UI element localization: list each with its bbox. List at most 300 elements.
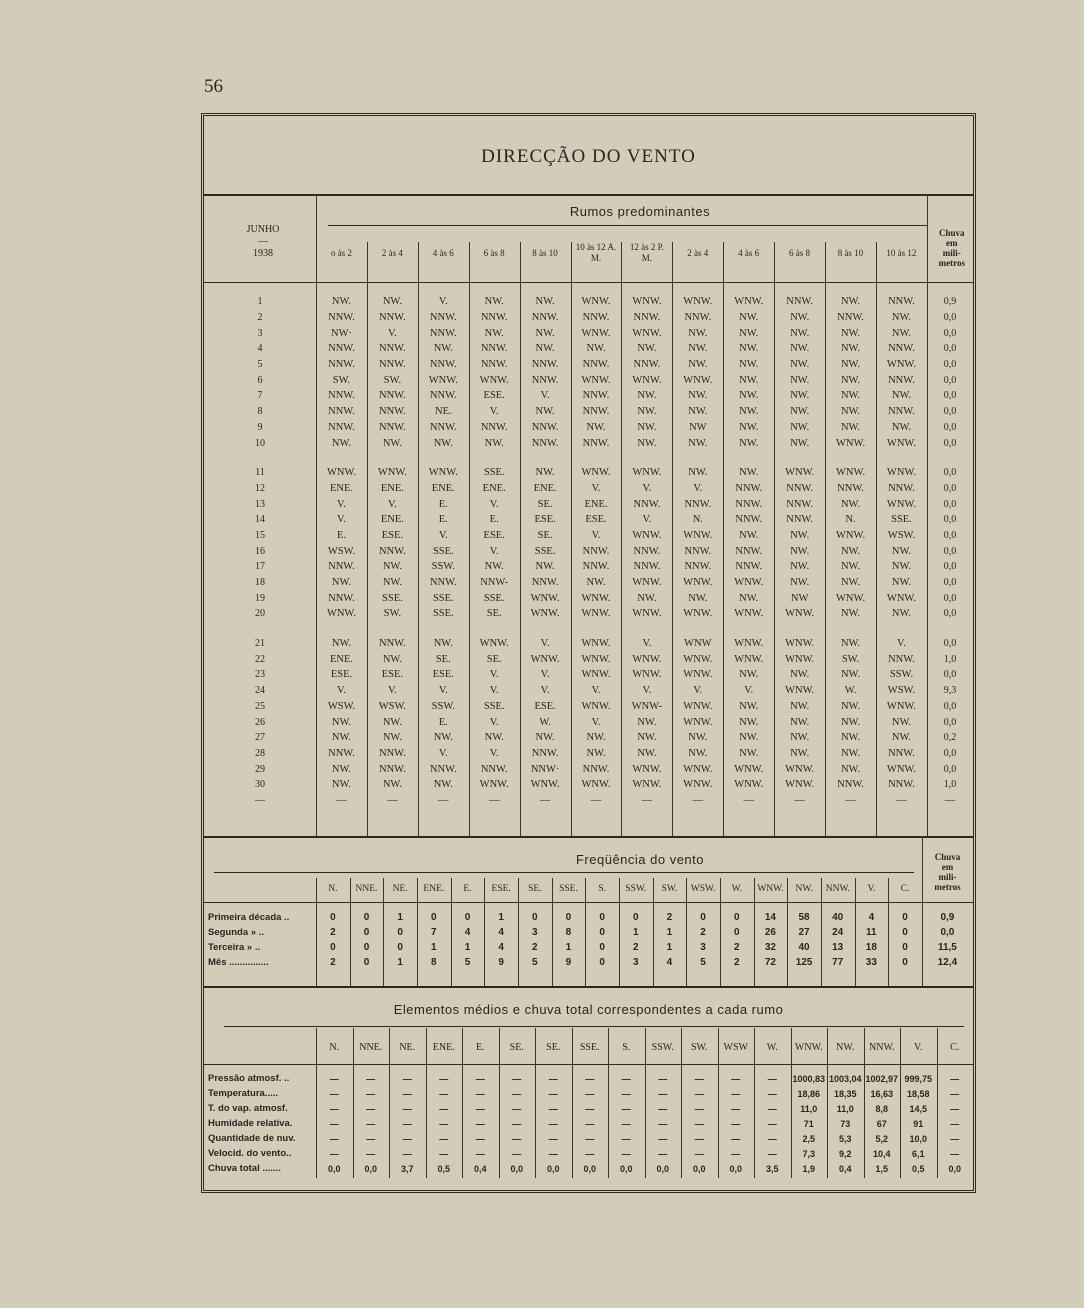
- elem-value: —: [585, 1118, 595, 1129]
- wind-direction: NNW.: [633, 359, 661, 371]
- wind-direction: WNW.: [785, 467, 815, 479]
- wind-direction: NNW.: [328, 747, 355, 759]
- rain-value: 0,0: [943, 406, 957, 418]
- wind-direction: V.: [438, 296, 448, 308]
- divider: [204, 282, 973, 283]
- freq-value: 0: [363, 927, 370, 938]
- wind-direction: NNW.: [735, 561, 763, 573]
- column-rule: [723, 242, 724, 836]
- row-label: Velocid. do vento..: [208, 1148, 292, 1159]
- elem-value: 73: [840, 1118, 851, 1129]
- elem-value: —: [366, 1118, 376, 1129]
- elem-value: 0,0: [656, 1163, 669, 1174]
- elem-value: —: [585, 1148, 595, 1159]
- freq-header: V.: [867, 884, 876, 894]
- rain-header-line: mili-: [942, 248, 961, 258]
- wind-direction: WNW.: [836, 529, 866, 541]
- elem-header: SW.: [690, 1042, 708, 1053]
- wind-direction: NW.: [739, 467, 759, 479]
- elem-value: —: [731, 1103, 741, 1114]
- wind-direction: NNW.: [531, 312, 559, 324]
- wind-direction: WNW.: [632, 296, 662, 308]
- elem-value: 11,0: [836, 1103, 854, 1114]
- wind-direction: NW.: [739, 421, 759, 433]
- wind-direction: NW.: [840, 608, 861, 620]
- wind-direction: NNW.: [328, 561, 355, 573]
- freq-header: SW.: [661, 884, 678, 894]
- freq-value: 0: [363, 942, 370, 953]
- rain-value: 0,0: [943, 374, 957, 386]
- freq-value: 0: [599, 942, 605, 953]
- table-row: [204, 325, 973, 341]
- freq-value: 1: [397, 957, 403, 968]
- wind-direction: WNW.: [683, 577, 713, 589]
- column-rule: [922, 836, 923, 986]
- wind-direction: NNW.: [328, 406, 355, 418]
- elem-value: 1003,04: [828, 1073, 862, 1084]
- elem-value: 6,1: [911, 1148, 925, 1159]
- day-number: 4: [257, 343, 263, 355]
- wind-direction: NNW.: [531, 747, 559, 759]
- wind-direction: V.: [540, 638, 550, 650]
- wind-direction: WNW.: [785, 608, 815, 620]
- elem-value: —: [694, 1118, 704, 1129]
- rain-value: 0,0: [943, 747, 957, 759]
- freq-value: 0: [363, 912, 370, 923]
- elem-value: —: [366, 1103, 376, 1114]
- wind-direction: V.: [489, 716, 499, 728]
- elem-value: —: [402, 1148, 412, 1159]
- freq-value: 1: [565, 942, 572, 953]
- table-row: [204, 1131, 973, 1146]
- rain-value: 0,0: [940, 927, 955, 938]
- table-row: [204, 435, 973, 451]
- wind-direction: NNW.: [888, 296, 915, 308]
- wind-direction: V.: [489, 545, 499, 557]
- wind-direction: NW.: [891, 608, 912, 620]
- wind-direction: W.: [539, 716, 551, 728]
- wind-direction: NW.: [790, 732, 810, 744]
- elem-value: —: [366, 1148, 376, 1159]
- wind-direction: NW.: [739, 592, 759, 604]
- elem-value: —: [694, 1103, 704, 1114]
- wind-direction: NW.: [891, 561, 912, 573]
- elem-value: —: [475, 1133, 485, 1144]
- wind-direction: NW.: [891, 732, 912, 744]
- freq-header: NNW.: [825, 884, 850, 894]
- elem-header: NNE.: [359, 1042, 383, 1053]
- wind-direction: NNW.: [735, 545, 763, 557]
- freq-value: 0: [733, 912, 740, 923]
- wind-direction: ENE.: [329, 482, 353, 494]
- freq-header: C.: [900, 884, 910, 894]
- wind-direction: WNW.: [785, 638, 815, 650]
- wind-direction: V.: [540, 685, 550, 697]
- wind-direction: ENE.: [584, 498, 608, 510]
- wind-direction: NW.: [433, 779, 453, 791]
- wind-direction: NNW.: [328, 359, 355, 371]
- wind-direction: NNW.: [582, 437, 610, 449]
- row-label: T. do vap. atmosf.: [208, 1103, 288, 1114]
- brace: [224, 1026, 964, 1027]
- column-rule: [316, 194, 317, 836]
- freq-value: 0: [902, 942, 908, 953]
- table-row: [204, 496, 973, 512]
- wind-direction: NW.: [739, 529, 759, 541]
- wind-direction: NW.: [790, 374, 810, 386]
- elem-header: V.: [914, 1042, 923, 1053]
- wind-direction: NW.: [433, 638, 453, 650]
- wind-direction: NW.: [484, 327, 504, 339]
- elem-value: —: [694, 1088, 704, 1099]
- elem-value: —: [548, 1148, 558, 1159]
- elem-value: —: [475, 1103, 485, 1114]
- elem-value: —: [585, 1133, 595, 1144]
- day-number: 11: [255, 467, 265, 479]
- column-rule: [552, 878, 553, 986]
- wind-direction: WNW.: [886, 437, 916, 449]
- table-row: [204, 528, 973, 544]
- elem-value: —: [548, 1073, 558, 1084]
- wind-direction: E.: [336, 529, 346, 541]
- elem-header: SSW.: [651, 1042, 674, 1053]
- wind-direction: WNW.: [326, 467, 357, 479]
- wind-direction: ENE.: [329, 653, 353, 665]
- freq-value: 32: [764, 942, 776, 953]
- table-row: [204, 404, 973, 420]
- wind-direction: V.: [591, 529, 601, 541]
- column-rule: [608, 1028, 609, 1178]
- column-rule: [821, 878, 822, 986]
- rain-header-line: metros: [934, 882, 961, 892]
- day-number: 19: [255, 592, 266, 604]
- elem-value: 0,0: [510, 1163, 523, 1174]
- elem-value: —: [950, 1073, 960, 1084]
- wind-direction: NNW.: [684, 561, 712, 573]
- wind-direction: NNW.: [328, 343, 355, 355]
- column-rule: [469, 242, 470, 836]
- elem-value: —: [950, 1133, 960, 1144]
- time-header: 4 às 6: [432, 248, 454, 258]
- wind-direction: WNW.: [683, 653, 713, 665]
- column-rule: [827, 1028, 828, 1178]
- wind-direction: NW.: [739, 716, 759, 728]
- wind-direction: NNW.: [582, 545, 610, 557]
- wind-direction: NNW.: [328, 312, 355, 324]
- wind-direction: SSE.: [483, 700, 505, 712]
- table-row: [204, 667, 973, 683]
- wind-direction: SW.: [332, 374, 351, 386]
- wind-direction: NW.: [688, 343, 708, 355]
- column-rule: [619, 878, 620, 986]
- spacer-row: [204, 622, 973, 636]
- wind-direction: V.: [744, 685, 754, 697]
- spacer: [204, 451, 316, 465]
- elem-value: —: [767, 1133, 777, 1144]
- wind-direction: NW.: [840, 374, 861, 386]
- wind-direction: SSE.: [432, 545, 454, 557]
- wind-direction: SSE.: [483, 592, 505, 604]
- wind-direction: WNW.: [785, 685, 815, 697]
- row-label: Temperatura.....: [208, 1088, 279, 1099]
- column-rule: [754, 878, 755, 986]
- column-rule: [927, 194, 928, 836]
- wind-direction: NW.: [586, 343, 606, 355]
- elem-value: —: [950, 1148, 960, 1159]
- elem-value: —: [329, 1133, 339, 1144]
- year-label: 1938: [253, 248, 273, 259]
- wind-direction: E.: [489, 514, 499, 526]
- wind-direction: WNW.: [683, 763, 713, 775]
- wind-direction: WNW.: [530, 608, 560, 620]
- table-row: [204, 925, 973, 940]
- wind-direction: V.: [337, 685, 346, 697]
- wind-direction: WNW.: [581, 653, 611, 665]
- wind-direction: NNW.: [837, 779, 864, 791]
- freq-header: ESE.: [491, 884, 511, 894]
- freq-value: 18: [865, 942, 877, 953]
- table-row: [204, 294, 973, 310]
- wind-direction: NNW.: [582, 390, 610, 402]
- wind-direction: NNW.: [786, 498, 814, 510]
- elem-value: —: [950, 1103, 960, 1114]
- wind-direction: NNW.: [379, 343, 406, 355]
- wind-direction: NW.: [637, 592, 657, 604]
- wind-direction: NW.: [586, 421, 606, 433]
- wind-direction: WNW.: [581, 669, 611, 681]
- wind-direction: WNW.: [683, 716, 713, 728]
- wind-direction: NNW.: [531, 359, 559, 371]
- wind-direction: WNW.: [734, 296, 764, 308]
- freq-value: 1: [632, 927, 639, 938]
- elem-value: 0,0: [729, 1163, 742, 1174]
- wind-direction: NNW.: [429, 390, 457, 402]
- elem-value: 0,4: [473, 1163, 487, 1174]
- wind-direction: V.: [489, 498, 499, 510]
- wind-direction: NNW.: [379, 406, 406, 418]
- table-row: [204, 420, 973, 436]
- wind-direction: NNW.: [786, 514, 814, 526]
- wind-direction: NW.: [382, 653, 402, 665]
- wind-direction: NW: [689, 421, 707, 433]
- wind-direction: NW.: [840, 545, 861, 557]
- day-number: 29: [255, 763, 266, 775]
- column-rule: [621, 242, 622, 836]
- table-row: [204, 388, 973, 404]
- wind-direction: WNW.: [632, 529, 662, 541]
- wind-direction: NW: [790, 592, 809, 604]
- elem-value: 8,8: [875, 1103, 888, 1114]
- table-row: [204, 481, 973, 497]
- elem-header: SSE.: [579, 1042, 600, 1053]
- elem-header: W.: [766, 1042, 778, 1053]
- table-row: [204, 683, 973, 699]
- elem-value: —: [402, 1073, 412, 1084]
- dash: —: [387, 794, 398, 806]
- wind-direction: WNW.: [632, 669, 662, 681]
- wind-direction: NW.: [739, 437, 759, 449]
- column-rule: [718, 1028, 719, 1178]
- wind-direction: NW.: [331, 779, 352, 791]
- elem-value: —: [512, 1148, 522, 1159]
- time-header: 8 às 10: [532, 248, 558, 258]
- wind-direction: NW.: [891, 312, 912, 324]
- elem-header: SE.: [509, 1042, 524, 1053]
- day-number: 25: [255, 700, 266, 712]
- wind-direction: NW.: [840, 406, 861, 418]
- spacer: [204, 622, 316, 636]
- wind-direction: NW.: [891, 545, 912, 557]
- elem-value: —: [658, 1103, 668, 1114]
- elem-value: —: [658, 1088, 668, 1099]
- rain-value: 0,0: [943, 312, 957, 324]
- time-header: 12 às 2 P. M.: [629, 242, 664, 263]
- wind-direction: SE.: [435, 653, 451, 665]
- elem-value: —: [512, 1088, 522, 1099]
- freq-value: 0: [599, 912, 605, 923]
- rain-value: 0,0: [943, 638, 957, 650]
- wind-direction: V.: [540, 390, 550, 402]
- wind-direction: NW.: [840, 577, 861, 589]
- elem-value: 14,5: [909, 1103, 928, 1114]
- elem-value: 0,0: [546, 1163, 560, 1174]
- wind-direction: WNW.: [479, 374, 509, 386]
- wind-direction: NNW.: [379, 312, 406, 324]
- day-number: 21: [255, 638, 266, 650]
- table-frame: DIRECÇÃO DO VENTO Rumos predominantes JUNHO — 1938 Chuva em mili- metros o às 2 2 às 4 4 às 6 6 às 8 8 às 10 10 às 12 A. M. 12 às 2 P. M. 2 às 4 4 às 6 6 às 8 8 às 10 10 às 12 1 NW. NW. V. NW. NW. WNW. WNW. WNW. WNW. NNW. NW. NNW. 0,9 2 NNW. NNW. NNW. NNW. NNW. NNW. NNW. NNW. NW. NW. NNW. NW. 0,0 3 NW· V. NNW. NW. NW. WNW. WNW. NW. NW. NW. NW. NW. 0,0 4 NNW. NNW. NW. NNW. NW. NW. NW. NW. NW. NW. NW. NNW. 0,0 5 NNW. NNW. NNW. NNW. NNW. NNW. NNW. NW. NW. NW. NW. WNW. 0,0 6 SW. SW. WNW. WNW. NNW. WNW. WNW. WNW. NW. NW. NW. NNW. 0,0 7 NNW. NNW. NNW. ESE. V. NNW. NW. NW. NW. NW. NW. NW. 0,0 8 NNW. NNW. NE. V. NW. NNW. NW. NW. NW. NW. NW. NNW. 0,0 9 NNW. NNW. NNW. NNW. NNW. NW. NW. NW NW. NW. NW. NW. 0,0 10 NW. NW. NW. NW. NNW. NNW. NW. NW. NW. NW. WNW. WNW. 0,0 11 WNW. WNW. WNW. SSE. NW. WNW. WNW. NW. NW. WNW. WNW. WNW. 0,0 12 ENE. ENE. ENE. ENE. ENE. V. V. V. NNW. NNW. NNW. NNW. 0,0 13 V. V. E. V. SE. ENE. NNW. NNW. NNW. NNW. NW. WNW. 0,0 14 V. ENE. E. E. ESE. ESE. V. N. NNW. NNW. N. SSE. 0,0 15 E. ESE. V. ESE. SE. V. WNW. WNW. NW. NW. WNW. WSW. 0,0 16 WSW. NNW. SSE. V. SSE. NNW. NNW. NNW. NNW. NW. NW. NW. 0,0 17 NNW. NW. SSW. NW. NW. NNW. NNW. NNW. NNW. NW. NW. NW. 0,0 18 NW. NW. NNW. NNW- NNW. NW. WNW. WNW. WNW. NW. NW. NW. 0,0 19 NNW. SSE. SSE. SSE. WNW. WNW. NW. NW. NW. NW WNW. WNW. 0,0 20 WNW. SW. SSE. SE. WNW. WNW. WNW. WNW. WNW. WNW. NW. NW. 0,0 21 NW. NNW. NW. WNW. V. WNW. V. WNW WNW. WNW. NW. V. 0,0 22 ENE. NW. SE. SE. WNW. WNW. WNW. WNW. WNW. WNW. SW. NNW. 1,0 23 ESE. ESE. ESE. V. V. WNW. WNW. WNW. NW. NW. NW. SSW. 0,0 24 V. V. V. V. V. V. V. V. V. WNW. W. WSW. 9,3 25 WSW. WSW. SSW. SSE. ESE. WNW. WNW- WNW. NW. NW. NW. WNW. 0,0 26 NW. NW. E. V. W. V. NW. WNW. NW. NW. NW. NW. 0,0 27 NW. NW. NW. NW. NW. NW. NW. NW. NW. NW. NW. NW. 0,2 28 NNW. NNW. V. V. NNW. NW. NW. NW. NW. NW. NW. NNW. 0,0 29 NW. NNW. NNW. NNW. NNW· NNW. WNW. WNW. WNW. WNW. NW. WNW. 0,0 30 NW. NW. NW. WNW. WNW. WNW. WNW. WNW. WNW. WNW. NNW. NNW. 1,0 — — — — — — — — — — — — — — Freqüência do vento Chuva em mili- metros N. NNE. NE. ENE. E. ESE. SE. SSE. S. SSW. SW. WSW. W. WNW. NW. NNW. V. C. Primeira década .. 0 0 1 0 0 1 0 0 0 0 2 0 0 14 58 40 4 0 0,9 Segunda » .. 2 0 0 7 4 4 3 8 0 1 1 2 0 26 27 24 11 0 0,0 Terceira » .. 0 0 0 1 1 4 2 1 0 2 1 3 2 32 40 13 18 0 11,5 Mês ............... 2 0 1 8 5 9 5 9 0 3 4 5 2 72 125 77 33 0 12,4 Elementos médios e chuva total correspondentes a cada rumo N. NNE. NE. ENE. E. SE. SE. SSE. S. SSW. SW. WSW W. WNW. NW. NNW. V. C. Pressão atmosf. .. — — — — — — — — — — — — — 1000,83 1003,04 1002,97 999,75 — Temperatura..... — — — — — — — — — — — — — 18,86 18,35 16,63 18,58 — T. do vap. atmosf. — — — — — — — — — — — — — 11,0 11,0 8,8 14,5 — Humidade relativa. — — — — — — — — — — — — — 71 73 67 91 — Quantidade de nuv. — — — — — — — — — — — — — 2,5 5,3 5,2 10,0 — Velocid. do vento.. — — — — — — — — — — — — — 7,3 9,2 10,4 6,1 — Chuva total ....... 0,0 0,0 3,7 0,5 0,4 0,0 0,0 0,0 0,0 0,0 0,0 0,0 3,5 1,9 0,4 1,5 0,5 0,0: [201, 113, 976, 1193]
- wind-direction: WNW.: [734, 608, 764, 620]
- elem-value: —: [512, 1073, 522, 1084]
- wind-direction: V.: [387, 327, 397, 339]
- wind-direction: NW.: [535, 296, 555, 308]
- wind-direction: V.: [337, 514, 346, 526]
- wind-direction: WSW.: [327, 700, 356, 712]
- column-rule: [686, 878, 687, 986]
- freq-header: SSW.: [625, 884, 647, 894]
- freq-value: 9: [498, 957, 504, 968]
- freq-value: 5: [464, 957, 471, 968]
- time-header: 4 às 6: [738, 248, 760, 258]
- elem-value: —: [475, 1073, 485, 1084]
- table-row: [204, 512, 973, 528]
- table-row: [204, 559, 973, 575]
- freq-value: 26: [764, 927, 776, 938]
- wind-direction: V.: [693, 482, 703, 494]
- freq-value: 0: [599, 927, 605, 938]
- row-label: Mês ...............: [208, 957, 269, 968]
- wind-direction: NW.: [586, 732, 606, 744]
- elem-value: —: [475, 1148, 485, 1159]
- elem-value: —: [767, 1073, 777, 1084]
- column-rule: [825, 242, 826, 836]
- day-number: 8: [257, 406, 263, 418]
- wind-direction: NW.: [840, 669, 861, 681]
- column-rule: [316, 1028, 317, 1178]
- table-row: [204, 1146, 973, 1161]
- column-rule: [571, 242, 572, 836]
- wind-direction: NW.: [840, 390, 861, 402]
- wind-direction: NNW.: [429, 359, 457, 371]
- table-row: [204, 651, 973, 667]
- elem-value: 18,86: [797, 1088, 821, 1099]
- freq-value: 0: [397, 942, 403, 953]
- wind-direction: NW.: [688, 406, 708, 418]
- wind-direction: NNW.: [888, 747, 915, 759]
- time-header: 6 às 8: [789, 248, 811, 258]
- day-number: 5: [257, 359, 263, 371]
- rain-value: 0,0: [943, 498, 957, 510]
- freq-header: SE.: [528, 884, 542, 894]
- wind-direction: SSE.: [534, 545, 556, 557]
- freq-value: 1: [498, 912, 504, 923]
- wind-direction: NNW.: [888, 653, 915, 665]
- column-rule: [316, 878, 317, 986]
- freq-value: 0: [902, 957, 908, 968]
- wind-direction: ENE.: [380, 514, 404, 526]
- elem-header: SE.: [546, 1042, 561, 1053]
- elem-header: N.: [329, 1042, 340, 1053]
- wind-direction: NW.: [840, 498, 861, 510]
- wind-direction: NW.: [840, 732, 861, 744]
- wind-direction: SSE.: [891, 514, 912, 526]
- day-number: 17: [255, 561, 266, 573]
- rain-value: 0,0: [943, 716, 957, 728]
- elem-value: 16,63: [870, 1088, 894, 1099]
- elem-value: —: [439, 1118, 449, 1129]
- wind-direction: NW.: [484, 296, 504, 308]
- wind-direction: WNW.: [734, 653, 764, 665]
- wind-direction: V.: [642, 638, 652, 650]
- page-title: DIRECÇÃO DO VENTO: [481, 146, 696, 167]
- wind-direction: V.: [438, 529, 448, 541]
- wind-direction: SSE.: [432, 592, 454, 604]
- wind-direction: WNW.: [632, 577, 662, 589]
- table-row: [204, 575, 973, 591]
- wind-direction: NW.: [840, 296, 861, 308]
- freq-value: 0: [464, 912, 471, 923]
- elem-header: S.: [622, 1042, 631, 1053]
- column-rule: [426, 1028, 427, 1178]
- wind-direction: WNW.: [581, 592, 611, 604]
- elem-value: 5,2: [875, 1133, 888, 1144]
- elem-value: —: [731, 1133, 741, 1144]
- rain-header-line: metros: [938, 258, 965, 268]
- elem-value: —: [694, 1073, 704, 1084]
- elem-value: —: [402, 1133, 412, 1144]
- freq-value: 0: [902, 927, 908, 938]
- elem-value: —: [512, 1103, 522, 1114]
- elem-value: 67: [876, 1118, 887, 1129]
- elem-value: —: [548, 1103, 558, 1114]
- wind-direction: WNW.: [581, 638, 611, 650]
- wind-direction: NW.: [739, 747, 759, 759]
- rain-value: 0,0: [943, 700, 957, 712]
- day-number: 26: [255, 716, 266, 728]
- freq-value: 11: [866, 927, 877, 938]
- elem-value: —: [731, 1088, 741, 1099]
- wind-direction: SSW.: [431, 561, 455, 573]
- wind-direction: NW.: [840, 747, 861, 759]
- wind-direction: ESE.: [483, 390, 505, 402]
- elem-value: 1002,97: [865, 1073, 899, 1084]
- wind-direction: NW.: [739, 312, 759, 324]
- wind-direction: WNW.: [581, 374, 611, 386]
- wind-direction: NNW.: [633, 561, 661, 573]
- wind-direction: V.: [693, 685, 703, 697]
- wind-direction: NW.: [840, 327, 861, 339]
- freq-value: 1: [431, 942, 437, 953]
- freq-value: 5: [532, 957, 538, 968]
